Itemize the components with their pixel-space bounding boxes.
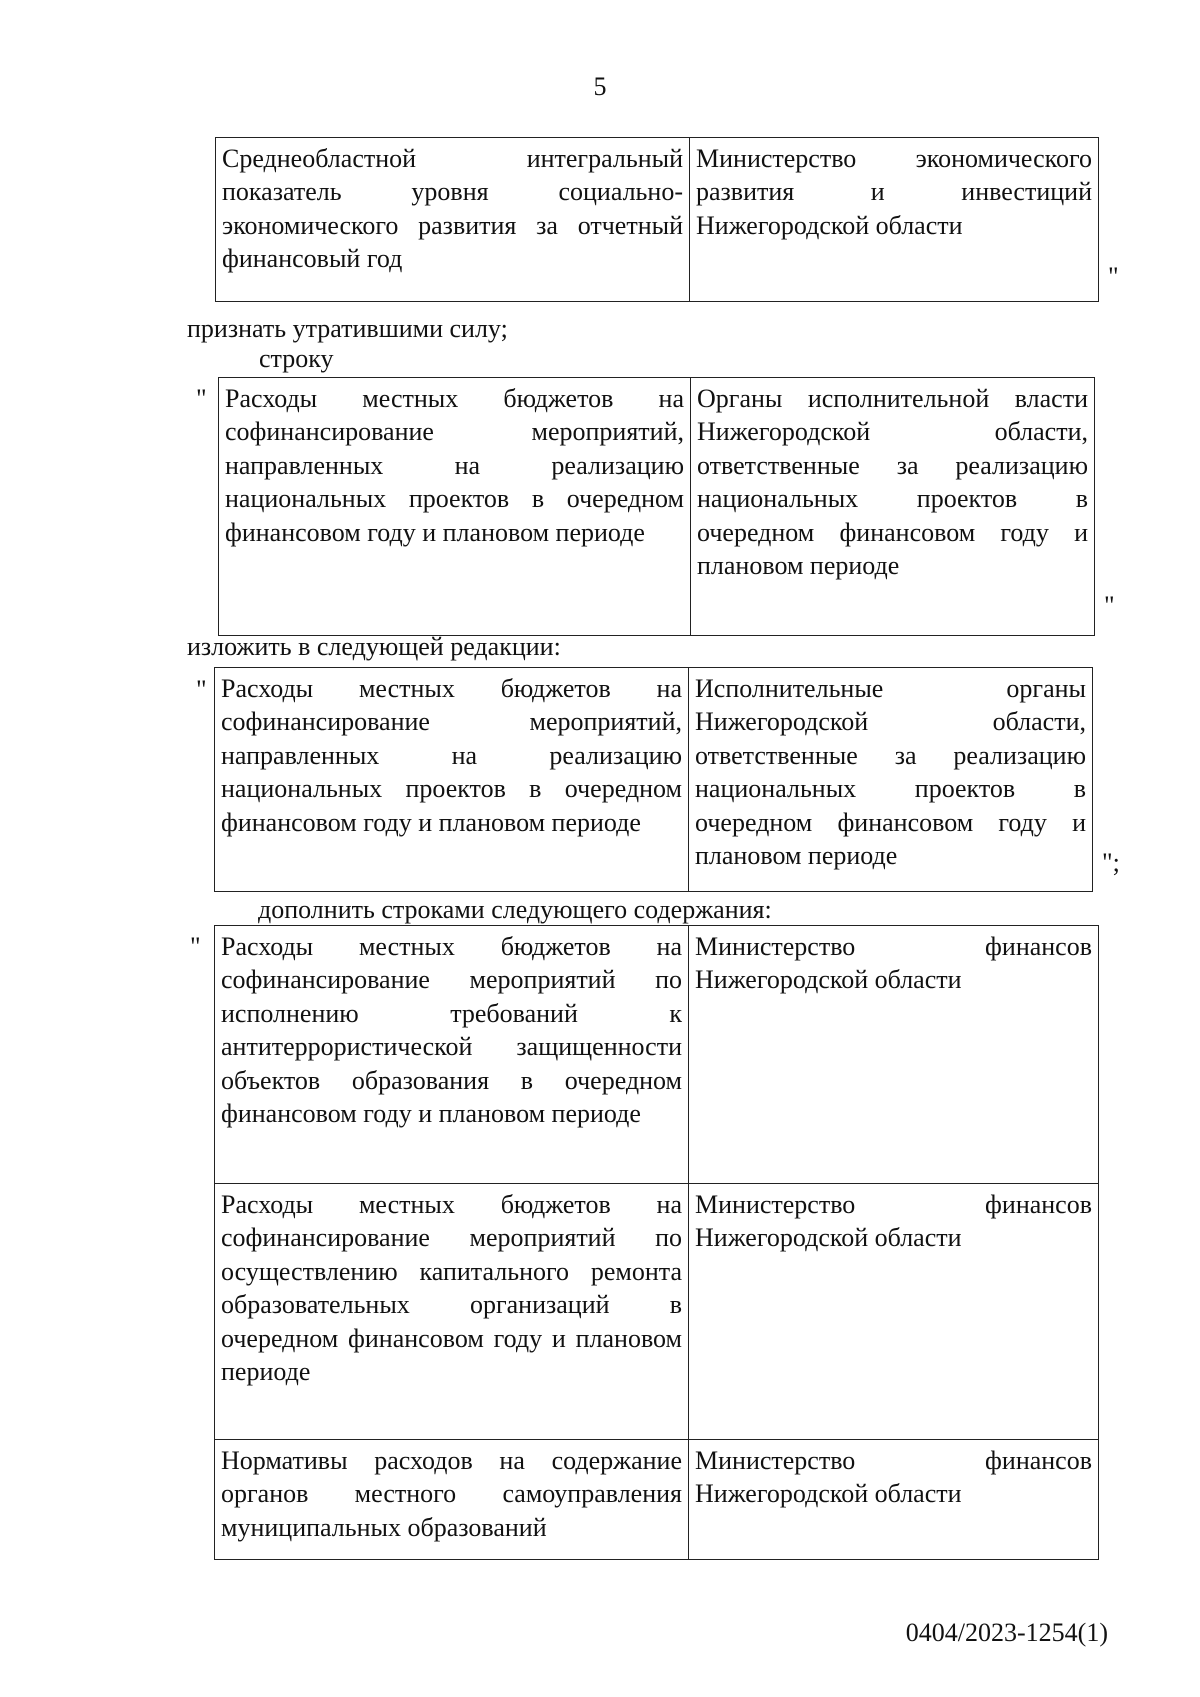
table-cell-indicator: Нормативы расходов на содержание органов местного самоуправления муниципальных образований [215, 1440, 689, 1560]
table-row [219, 378, 1095, 636]
table-row [215, 1184, 1099, 1440]
opening-quote: " [196, 384, 207, 413]
closing-quote: " [1104, 591, 1115, 620]
table-cell-indicator: Расходы местных бюджетов на софинансирование мероприятий, направленных на реализацию национальных проектов в очередном финансовом году и плановом периоде [219, 378, 691, 636]
table-row [216, 138, 1099, 302]
opening-quote: " [196, 675, 207, 704]
table-added-rows [214, 925, 1099, 1560]
table-cell-indicator: Расходы местных бюджетов на софинансирование мероприятий по исполнению требований к антитеррористической защищенности объектов образования в очередном финансовом году и плановом периоде [215, 926, 689, 1184]
closing-quote: " [1108, 262, 1119, 291]
table-cell-indicator: Среднеобластной интегральный показатель уровня социально-экономического развития за отчетный финансовый год [216, 138, 690, 302]
paragraph-recognize-invalid: признать утратившими силу; [187, 314, 508, 343]
table-cell-responsible: Органы исполнительной власти Нижегородской области, ответственные за реализацию национальных проектов в очередном финансовом году и плановом периоде [691, 378, 1095, 636]
table-old-national-projects [218, 377, 1095, 636]
table-row [215, 668, 1093, 892]
table-cell-responsible: Исполнительные органы Нижегородской области, ответственные за реализацию национальных проектов в очередном финансовом году и плановом периоде [689, 668, 1093, 892]
table-row [215, 926, 1099, 1184]
table-cell-responsible: Министерство финансов Нижегородской области [689, 926, 1099, 1184]
table-cell-indicator: Расходы местных бюджетов на софинансирование мероприятий, направленных на реализацию национальных проектов в очередном финансовом году и плановом периоде [215, 668, 689, 892]
table-cell-responsible: Министерство экономического развития и инвестиций Нижегородской области [690, 138, 1099, 302]
document-code: 0404/2023-1254(1) [905, 1618, 1108, 1647]
table-cell-indicator: Расходы местных бюджетов на софинансирование мероприятий по осуществлению капитального ремонта образовательных организаций в очередном финансовом году и плановом периоде [215, 1184, 689, 1440]
closing-quote: "; [1102, 848, 1120, 877]
page-number: 5 [593, 72, 607, 101]
table-cell-responsible: Министерство финансов Нижегородской области [689, 1184, 1099, 1440]
paragraph-supplement-rows: дополнить строками следующего содержания: [258, 895, 772, 924]
paragraph-state-as-follows: изложить в следующей редакции: [187, 632, 561, 661]
opening-quote: " [190, 932, 201, 961]
table-new-national-projects [214, 667, 1093, 892]
paragraph-line-word: строку [259, 344, 334, 373]
table-cell-responsible: Министерство финансов Нижегородской области [689, 1440, 1099, 1560]
table-row [215, 1440, 1099, 1560]
table-indicator-avg-regional [215, 137, 1099, 302]
